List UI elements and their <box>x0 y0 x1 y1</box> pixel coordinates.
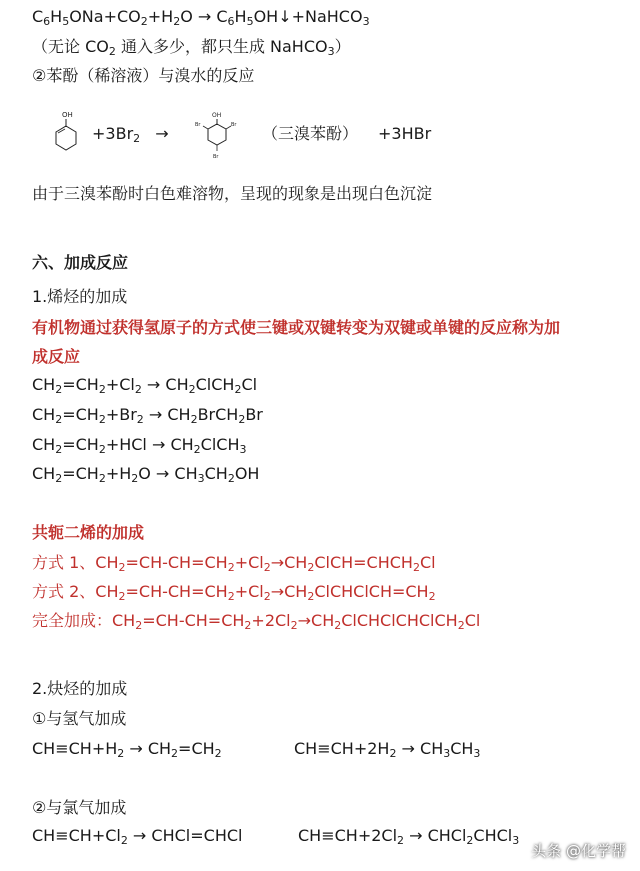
equation-ethyne-cl2: $CH\equiv CH+Cl_2$ → CHCl=CHCl <box>32 826 243 847</box>
svg-text:Br: Br <box>231 122 237 128</box>
tribromophenol-name: （三溴苯酚） <box>262 124 359 143</box>
equation-ethyne-2h2: $CH\equiv CH+2H_2 \to CH_3CH_3$ <box>294 739 481 760</box>
subheading-alkene-addition: 1.烯烃的加成 <box>32 287 128 306</box>
tribromophenol-structure-icon <box>192 108 242 164</box>
equation-ethene-br2: $CH_2=CH_2+Br_2$ → $CH_2BrCH_2Br$ <box>32 405 263 426</box>
reaction-product-hbr: +3HBr <box>378 124 432 143</box>
equation-ethene-hcl: $CH_2=CH_2+HCl$ → $CH_2ClCH_3$ <box>32 435 247 456</box>
diene-mode-1: 方式 1、$CH_2=CH-CH=CH_2+Cl_2\to CH_2ClCH=CHCH_2Cl$ <box>32 553 436 574</box>
diene-full-addition: 完全加成：$CH_2=CH-CH=CH_2+2Cl_2\to CH_2ClCHClCHClCH_2Cl$ <box>32 611 481 632</box>
reaction-reagents: $+3Br_2$ → <box>92 124 169 145</box>
heading-phenol-bromine: ②苯酚（稀溶液）与溴水的反应 <box>32 66 255 85</box>
subheading-chlorine-addition: ②与氯气加成 <box>32 798 127 817</box>
definition-line-1: 有机物通过获得氢原子的方式使三键或双键转变为双键或单键的反应称为加 <box>32 318 561 337</box>
equation-phenoxide-co2: $C_6H_5ONa+CO_2+H_2O$ → $C_6H_5OH↓+NaHCO_3$ <box>32 7 370 28</box>
diene-mode-2: 方式 2、$CH_2=CH-CH=CH_2+Cl_2\to CH_2ClCHClCH=CH_2$ <box>32 582 436 603</box>
phenol-structure-icon <box>50 108 84 152</box>
subheading-conjugated-diene: 共轭二烯的加成 <box>32 523 145 542</box>
svg-text:Br: Br <box>213 154 219 160</box>
watermark: 头条 @化学帮 <box>531 842 626 860</box>
section-heading-addition: 六、加成反应 <box>32 253 129 272</box>
subheading-hydrogen-addition: ①与氢气加成 <box>32 709 127 728</box>
equation-ethene-cl2: $CH_2=CH_2+Cl_2$ → $CH_2ClCH_2Cl$ <box>32 375 258 396</box>
subheading-alkyne-addition: 2.炔烃的加成 <box>32 679 128 698</box>
svg-text:OH: OH <box>62 111 73 119</box>
equation-ethyne-2cl2: $CH\equiv CH+2Cl_2$ → CHCl$_2$CHCl$_3$ <box>298 826 520 847</box>
observation-text: 由于三溴苯酚时白色难溶物，呈现的现象是出现白色沉淀 <box>32 184 433 203</box>
svg-text:Br: Br <box>195 122 201 128</box>
equation-ethene-water: $CH_2=CH_2+H_2O \to CH_3CH_2OH$ <box>32 464 260 485</box>
definition-line-2: 成反应 <box>32 347 81 366</box>
svg-text:OH: OH <box>212 112 222 119</box>
equation-ethyne-h2: $CH\equiv CH+H_2 \to CH_2=CH_2$ <box>32 739 222 760</box>
note-co2: （无论 $CO_2$ 通入多少，都只生成 NaHCO$_3$） <box>32 37 351 58</box>
